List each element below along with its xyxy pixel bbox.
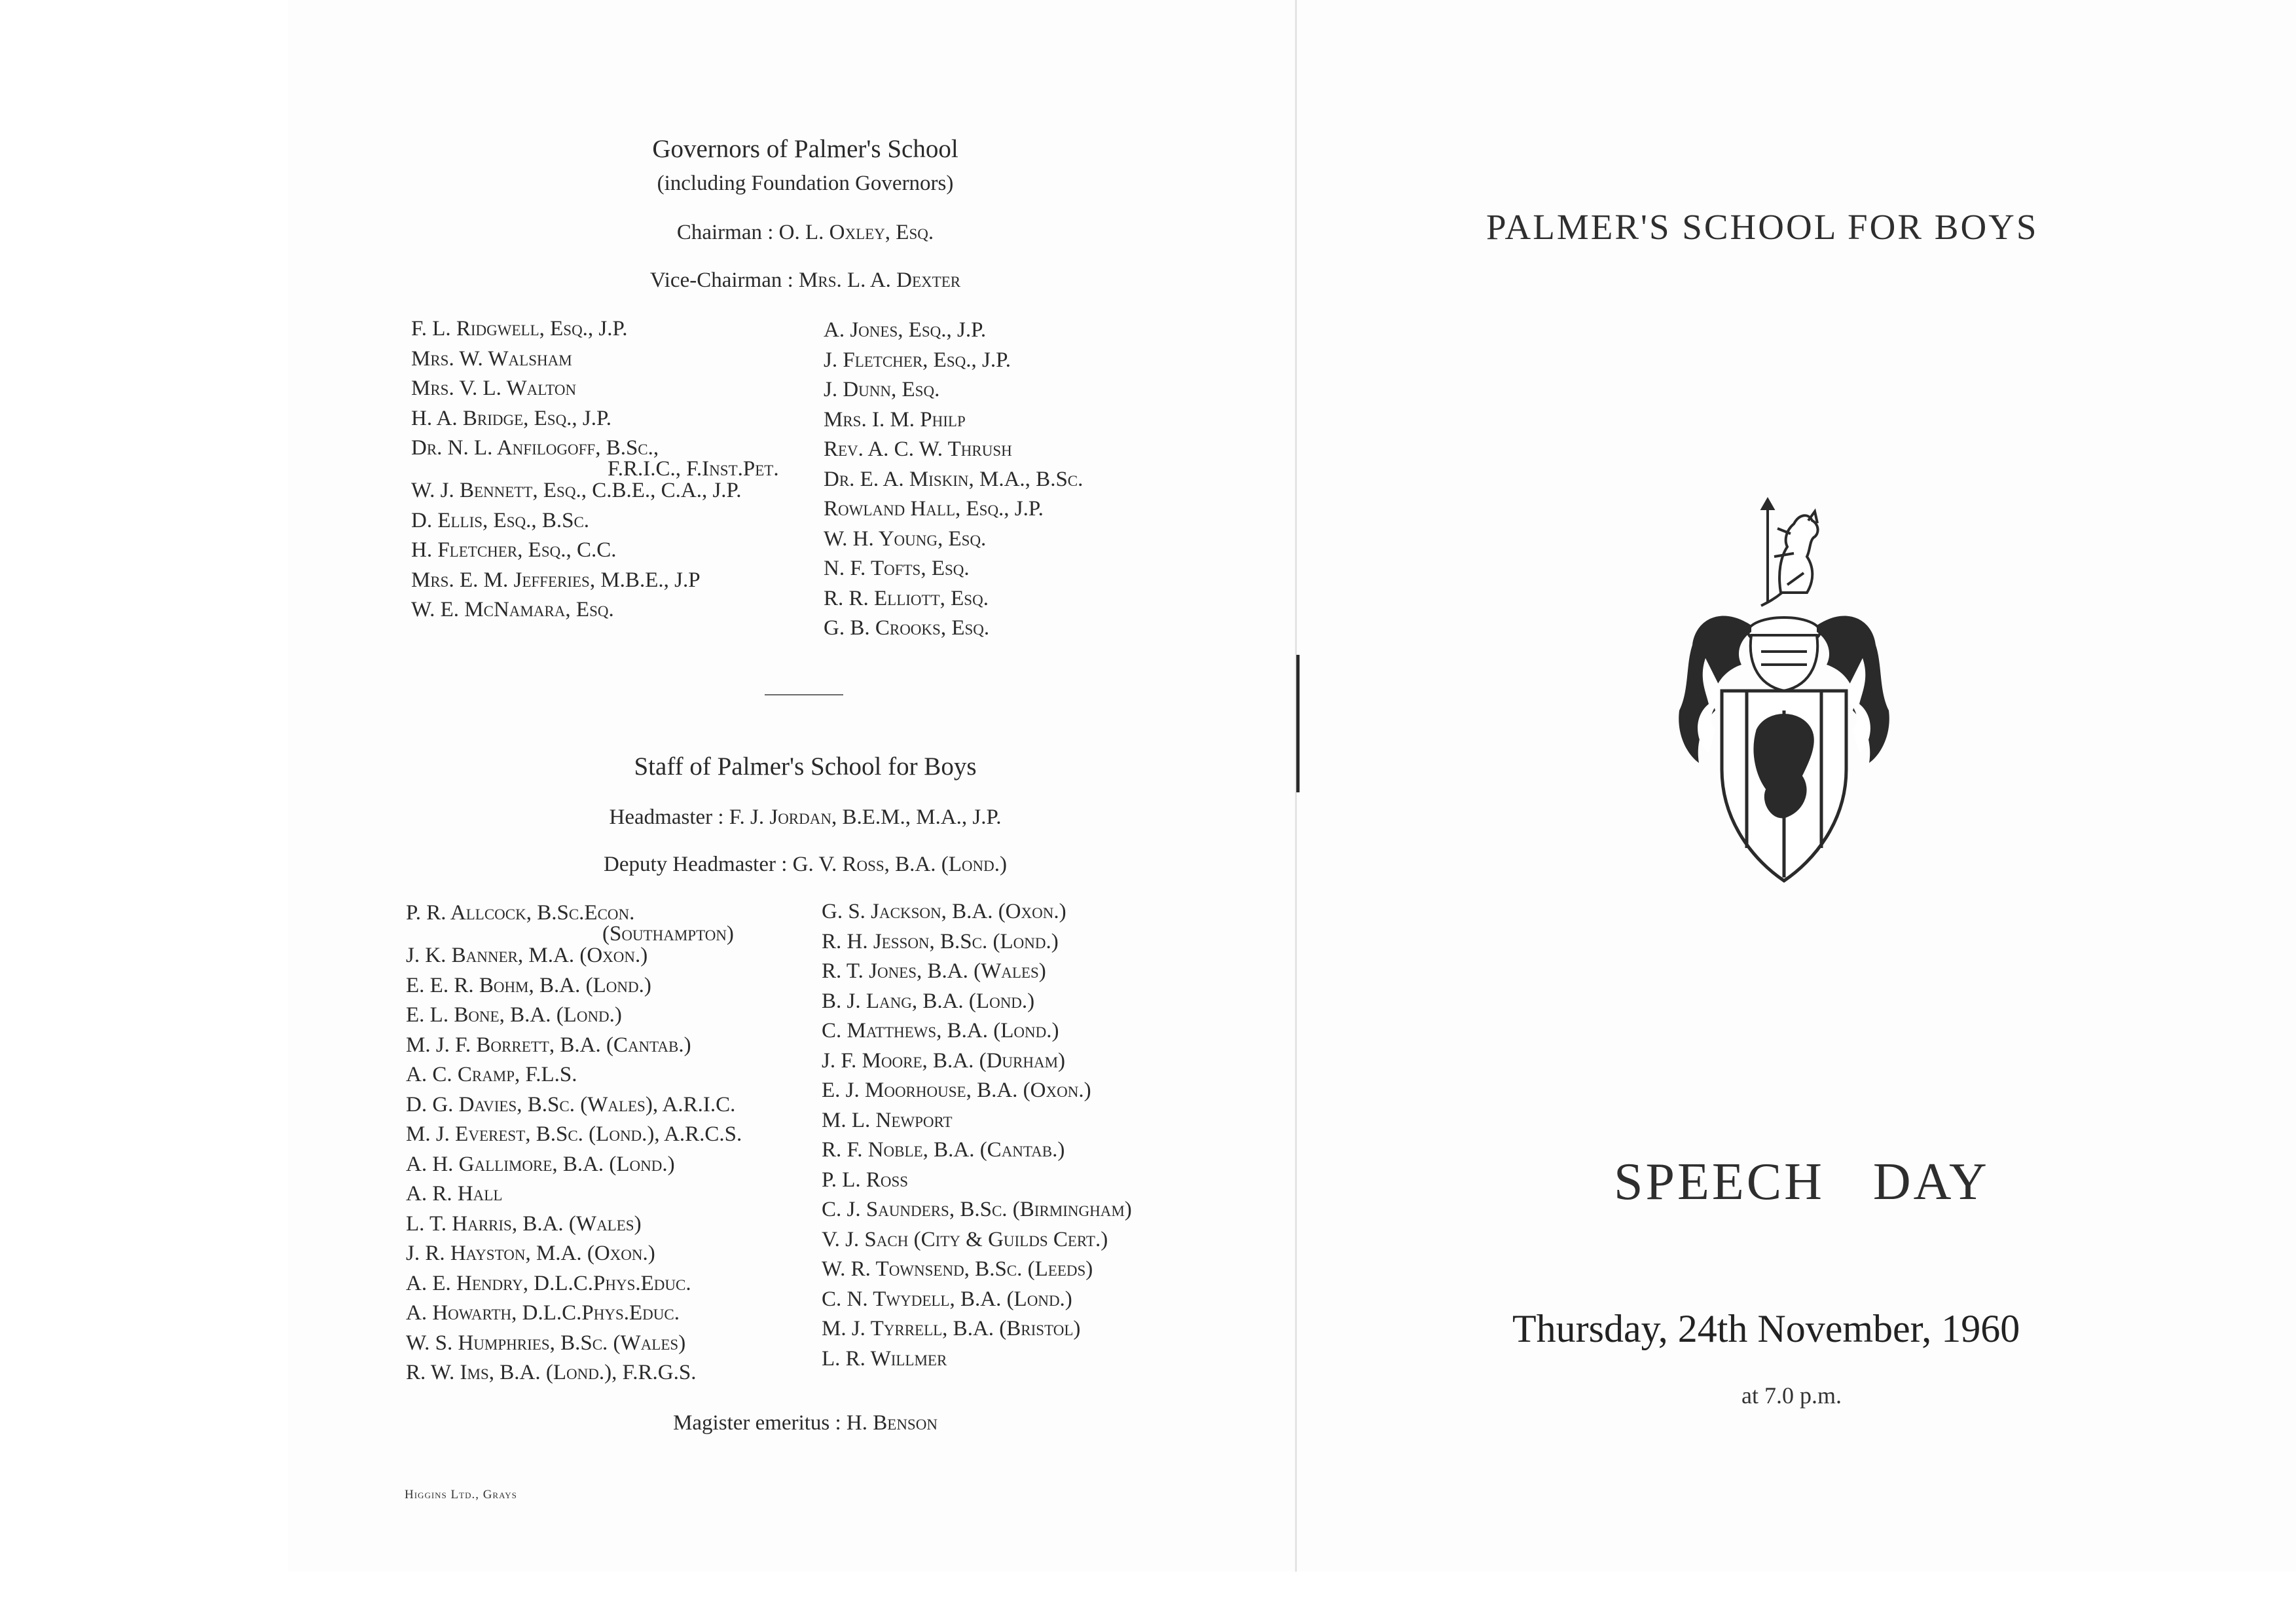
governor-name: Mrs. V. L. Walton xyxy=(411,377,577,400)
staff-name: M. J. Everest, B.Sc. (Lond.), A.R.C.S. xyxy=(406,1122,742,1146)
governor-name-text: Dr. N. L. Anfilogoff, B.Sc., xyxy=(411,436,659,460)
section-divider xyxy=(765,694,843,695)
governor-name: H. A. Bridge, Esq., J.P. xyxy=(411,406,611,430)
vice-chairman-line xyxy=(576,268,1034,293)
staff-heading: Staff of Palmer's School for Boys xyxy=(634,752,977,781)
governor-name: Mrs. E. M. Jefferies, M.B.E., J.P xyxy=(411,568,701,592)
staff-name: E. L. Bone, B.A. (Lond.) xyxy=(406,1003,622,1027)
staff-name: E. J. Moorhouse, B.A. (Oxon.) xyxy=(822,1079,1091,1102)
governors-heading: Governors of Palmer's School xyxy=(652,135,958,163)
governor-name: F. L. Ridgwell, Esq., J.P. xyxy=(411,317,628,341)
governor-name: R. R. Elliott, Esq. xyxy=(824,586,989,610)
staff-name: J. R. Hayston, M.A. (Oxon.) xyxy=(406,1242,655,1265)
staff-name: P. L. Ross xyxy=(822,1168,909,1192)
staff-name: A. H. Gallimore, B.A. (Lond.) xyxy=(406,1152,675,1176)
governor-name: Mrs. W. Walsham xyxy=(411,346,572,371)
staff-left-column xyxy=(406,898,742,1388)
event-date: Thursday, 24th November, 1960 xyxy=(1512,1307,2020,1350)
headmaster-label: Headmaster : xyxy=(609,805,724,829)
printer-imprint: Higgins Ltd., Grays xyxy=(405,1488,517,1502)
governor-name-continuation: F.R.I.C., F.Inst.Pet. xyxy=(608,456,779,481)
staff-name xyxy=(406,898,742,946)
staff-name-continuation: (Southampton) xyxy=(602,921,734,946)
staff-right-column xyxy=(822,897,1132,1374)
staff-name: C. Matthews, B.A. (Lond.) xyxy=(822,1019,1059,1043)
staff-name: M. J. Tyrrell, B.A. (Bristol) xyxy=(822,1317,1081,1340)
headmaster-line xyxy=(511,805,1100,830)
governor-name: G. B. Crooks, Esq. xyxy=(824,616,990,640)
governor-name: D. Ellis, Esq., B.Sc. xyxy=(411,508,590,532)
staff-name: R. W. Ims, B.A. (Lond.), F.R.G.S. xyxy=(406,1361,697,1384)
staff-name: D. G. Davies, B.Sc. (Wales), A.R.I.C. xyxy=(406,1092,736,1116)
governor-name: Rowland Hall, Esq., J.P. xyxy=(824,497,1044,521)
vice-chairman-label: Vice-Chairman : xyxy=(649,268,793,292)
emeritus-name: H. Benson xyxy=(846,1411,938,1435)
deputy-name: G. V. Ross, B.A. (Lond.) xyxy=(792,853,1007,876)
governor-name: W. H. Young, Esq. xyxy=(824,526,987,551)
staff-name: L. T. Harris, B.A. (Wales) xyxy=(406,1211,642,1236)
crest-shield-icon xyxy=(1722,691,1846,881)
crest-helmet-icon xyxy=(1748,618,1820,691)
staff-name: R. H. Jesson, B.Sc. (Lond.) xyxy=(822,929,1059,953)
staff-name: M. L. Newport xyxy=(822,1108,953,1132)
deputy-line xyxy=(511,853,1100,877)
governor-name: Mrs. I. M. Philp xyxy=(824,407,966,432)
staff-name: E. E. R. Bohm, B.A. (Lond.) xyxy=(406,973,651,997)
staff-name: A. Howarth, D.L.C.Phys.Educ. xyxy=(406,1301,680,1325)
school-title: PALMER'S SCHOOL FOR BOYS xyxy=(1486,207,2039,247)
emeritus-label: Magister emeritus : xyxy=(673,1411,841,1435)
staff-name: W. R. Townsend, B.Sc. (Leeds) xyxy=(822,1257,1093,1281)
chairman-line xyxy=(576,221,1034,245)
chairman-label: Chairman : xyxy=(676,221,774,244)
staff-name-text: P. R. Allcock, B.Sc.Econ. xyxy=(406,901,635,925)
staff-name: W. S. Humphries, B.Sc. (Wales) xyxy=(406,1331,686,1355)
staff-name: B. J. Lang, B.A. (Lond.) xyxy=(822,989,1035,1013)
governor-name: A. Jones, Esq., J.P. xyxy=(824,318,987,342)
governor-name: H. Fletcher, Esq., C.C. xyxy=(411,538,617,562)
governor-name: Dr. E. A. Miskin, M.A., B.Sc. xyxy=(824,467,1084,491)
headmaster-name: F. J. Jordan, B.E.M., M.A., J.P. xyxy=(729,805,1002,829)
crest-lion-icon xyxy=(1761,500,1818,606)
governors-right-column xyxy=(824,316,1083,644)
school-crest-icon xyxy=(1669,494,1899,887)
governors-subheading: (including Foundation Governors) xyxy=(657,172,954,195)
emeritus-line xyxy=(576,1411,1034,1435)
staff-name: J. F. Moore, B.A. (Durham) xyxy=(822,1048,1066,1073)
staff-name: A. R. Hall xyxy=(406,1182,503,1206)
governor-name: J. Dunn, Esq. xyxy=(824,378,940,401)
deputy-label: Deputy Headmaster : xyxy=(604,853,788,876)
staff-name: A. C. Cramp, F.L.S. xyxy=(406,1063,577,1086)
vice-chairman-name: Mrs. L. A. Dexter xyxy=(799,268,961,292)
event-time: at 7.0 p.m. xyxy=(1741,1382,1842,1409)
governor-name: J. Fletcher, Esq., J.P. xyxy=(824,348,1011,372)
speech-day-title: SPEECH DAY xyxy=(1614,1153,1990,1211)
staff-name: A. E. Hendry, D.L.C.Phys.Educ. xyxy=(406,1271,691,1295)
governors-left-column xyxy=(411,314,779,625)
staff-name: R. T. Jones, B.A. (Wales) xyxy=(822,959,1046,983)
governor-name: Rev. A. C. W. Thrush xyxy=(824,437,1012,461)
fold-shadow xyxy=(1296,655,1300,792)
staff-name: V. J. Sach (City & Guilds Cert.) xyxy=(822,1227,1108,1251)
staff-name: R. F. Noble, B.A. (Cantab.) xyxy=(822,1138,1065,1162)
governor-name: W. E. McNamara, Esq. xyxy=(411,598,614,621)
staff-name: M. J. F. Borrett, B.A. (Cantab.) xyxy=(406,1033,691,1057)
staff-name: G. S. Jackson, B.A. (Oxon.) xyxy=(822,900,1066,923)
governor-name: W. J. Bennett, Esq., C.B.E., C.A., J.P. xyxy=(411,479,742,502)
staff-name: L. R. Willmer xyxy=(822,1346,947,1371)
staff-name: C. J. Saunders, B.Sc. (Birmingham) xyxy=(822,1198,1132,1221)
governor-name: N. F. Tofts, Esq. xyxy=(824,557,970,580)
staff-name: J. K. Banner, M.A. (Oxon.) xyxy=(406,944,648,967)
governor-name xyxy=(411,434,779,481)
staff-name: C. N. Twydell, B.A. (Lond.) xyxy=(822,1287,1072,1311)
chairman-name: O. L. Oxley, Esq. xyxy=(778,221,934,244)
